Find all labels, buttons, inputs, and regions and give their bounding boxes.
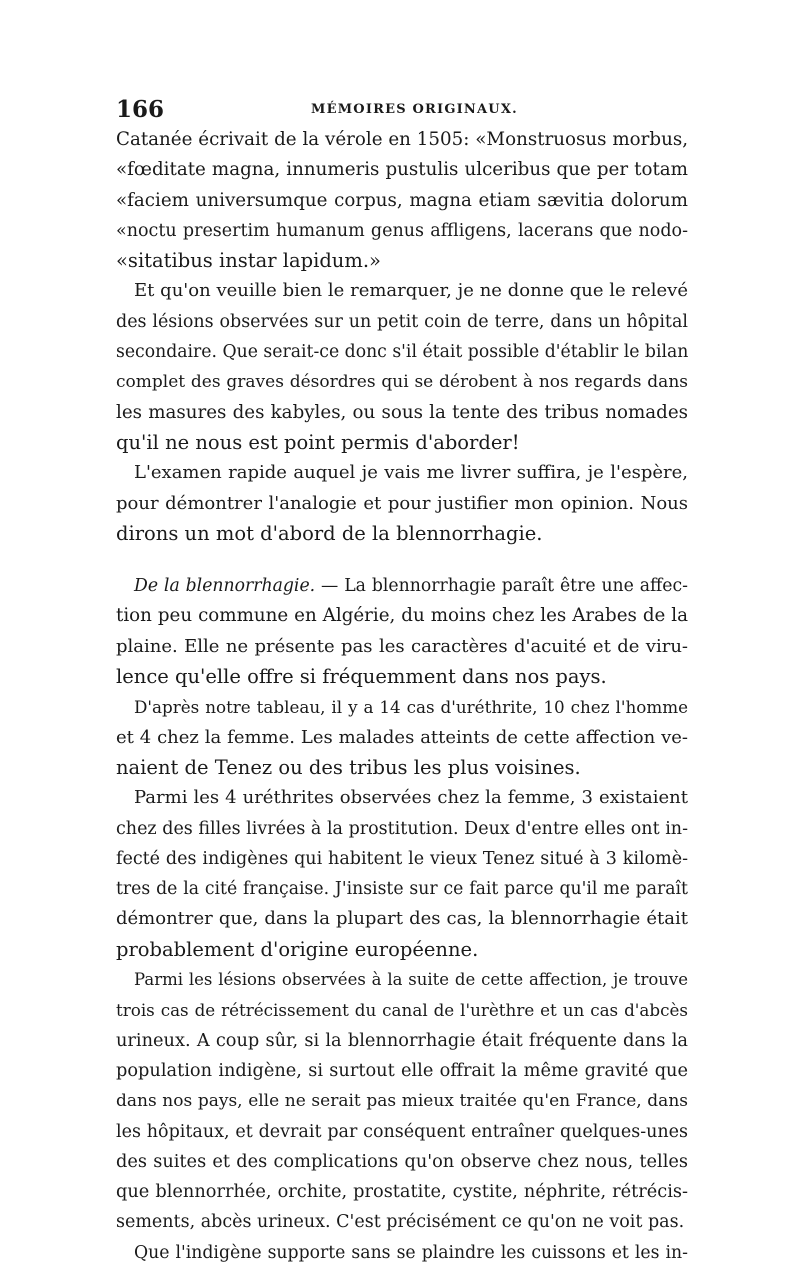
- text-line: dans nos pays, elle ne serait pas mieux traitée qu'en France, dans: [116, 1091, 688, 1112]
- text-line: La blennorrhagie paraît être une affec-: [344, 576, 689, 597]
- text-line: pour démontrer l'analogie et pour justifier mon opinion. Nous: [116, 492, 688, 514]
- text-line: urineux. A coup sûr, si la blennorrhagie était fréquente dans la: [116, 1030, 688, 1051]
- text-line: Catanée écrivait de la vérole en 1505: «Monstruosus morbus,: [116, 129, 688, 150]
- text-line: D'après notre tableau, il y a 14 cas d'uréthrite, 10 chez l'homme: [134, 697, 688, 718]
- text-line: probablement d'origine européenne.: [116, 937, 479, 961]
- text-line: tion peu commune en Algérie, du moins chez les Arabes de la: [116, 605, 688, 627]
- text-line: des suites et des complications qu'on observe chez nous, telles: [116, 1151, 688, 1172]
- text-line: chez des filles livrées à la prostitution. Deux d'entre elles ont in-: [116, 818, 688, 839]
- paragraph-spacer: [116, 549, 688, 571]
- text-line: Parmi les 4 uréthrites observées chez la femme, 3 existaient: [134, 787, 688, 809]
- text-line: tres de la cité française. J'insiste sur ce fait parce qu'il me paraît: [116, 879, 688, 900]
- text-line: dirons un mot d'abord de la blennorrhagie.: [116, 521, 543, 545]
- text-line: population indigène, si surtout elle offrait la même gravité que: [116, 1060, 688, 1081]
- text-line: Parmi les lésions observées à la suite de cette affection, je trouve: [134, 970, 688, 990]
- text-line: naient de Tenez ou des tribus les plus voisines.: [116, 755, 581, 779]
- text-line: plaine. Elle ne présente pas les caractères d'acuité et de viru-: [116, 635, 688, 657]
- text-line: Que l'indigène supporte sans se plaindre les cuissons et les in-: [134, 1242, 688, 1263]
- text-line: fecté des indigènes qui habitent le vieux Tenez situé à 3 kilomè-: [116, 848, 688, 869]
- text-line: les masures des kabyles, ou sous la tente des tribus nomades: [116, 401, 688, 423]
- text-line: «fœditate magna, innumeris pustulis ulceribus que per totam: [116, 159, 688, 181]
- section-heading: De la blennorrhagie.: [134, 576, 316, 597]
- text-line: secondaire. Que serait-ce donc s'il était possible d'établir le bilan: [116, 342, 689, 363]
- text-line: lence qu'elle offre si fréquemment dans nos pays.: [116, 665, 607, 689]
- text-line: L'examen rapide auquel je vais me livrer suffira, je l'espère,: [134, 462, 688, 484]
- text-line: démontrer que, dans la plupart des cas, la blennorrhagie était: [116, 908, 688, 930]
- text-line: les hôpitaux, et devrait par conséquent entraîner quelques-unes: [116, 1121, 688, 1142]
- page-number: 166: [116, 96, 165, 123]
- text-line: «faciem universumque corpus, magna etiam sævitia dolorum: [116, 189, 688, 211]
- text-line: «sitatibus instar lapidum.»: [116, 249, 381, 273]
- text-line: des lésions observées sur un petit coin de terre, dans un hôpital: [116, 311, 688, 332]
- running-head: MÉMOIRES ORIGINAUX.: [311, 102, 518, 117]
- section-heading-line: [116, 571, 688, 601]
- page-header: [116, 96, 688, 124]
- text-line: sements, abcès urineux. C'est précisément ce qu'on ne voit pas.: [116, 1212, 685, 1233]
- text-line: complet des graves désordres qui se dérobent à nos regards dans: [116, 372, 688, 393]
- text-line: que blennorrhée, orchite, prostatite, cystite, néphrite, rétrécis-: [116, 1182, 688, 1203]
- text-line: qu'il ne nous est point permis d'aborder!: [116, 430, 520, 454]
- text-line: Et qu'on veuille bien le remarquer, je ne donne que le relevé: [134, 280, 688, 302]
- text-line: trois cas de rétrécissement du canal de l'urèthre et un cas d'abcès: [116, 1000, 688, 1021]
- text-line: et 4 chez la femme. Les malades atteints de cette affection ve-: [116, 726, 688, 748]
- section-dash: —: [321, 576, 339, 597]
- text-line: «noctu presertim humanum genus affligens, lacerans que nodo-: [116, 220, 688, 241]
- body-text: [116, 125, 688, 1268]
